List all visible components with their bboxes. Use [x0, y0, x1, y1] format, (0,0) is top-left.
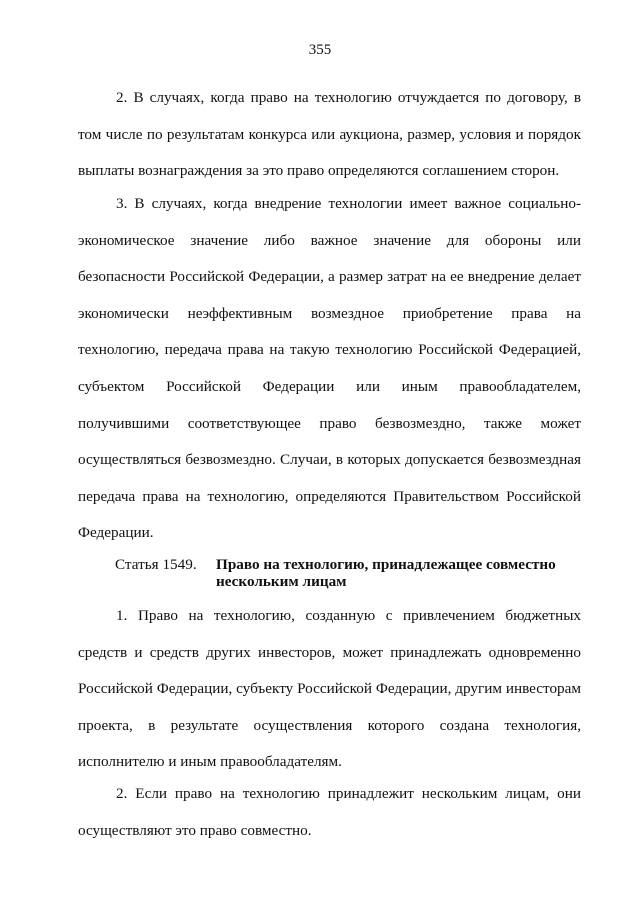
paragraph-item-3: 3. В случаях, когда внедрение технологии имеет важное социально-экономическое значение либо важное значение для обороны или безопасности Российской Федерации, а размер затрат на ее внедрение делает экономически неэффективным возмездное приобретение права на технологию, передача права на такую технологию Российской Федерацией, субъектом Российской Федерации или иным правообладателем, получившими соответствующее право безвозмездно, также может осуществляться безвозмездно. Случаи, в которых допускается безвозмездная передача права на технологию, определяются Правительством Российской Федерации.	[78, 195, 581, 542]
article-number: Статья 1549.	[115, 556, 197, 573]
article-paragraph-1: 1. Право на технологию, созданную с привлечением бюджетных средств и средств других инвесторов, может принадлежать одновременно Российской Федерации, субъекту Российской Федерации, другим инвесторам проекта, в результате осуществления которого создана технология, исполнителю и иным правообладателям.	[78, 607, 581, 771]
paragraph-item-2: 2. В случаях, когда право на технологию отчуждается по договору, в том числе по результатам конкурса или аукциона, размер, условия и порядок выплаты вознаграждения за это право определяются соглашением сторон.	[78, 89, 581, 180]
article-title: Право на технологию, принадлежащее совместно нескольким лицам	[216, 556, 556, 590]
article-paragraph-2: 2. Если право на технологию принадлежит нескольким лицам, они осуществляют это право совместно.	[78, 785, 581, 839]
page-number: 355	[308, 42, 332, 58]
